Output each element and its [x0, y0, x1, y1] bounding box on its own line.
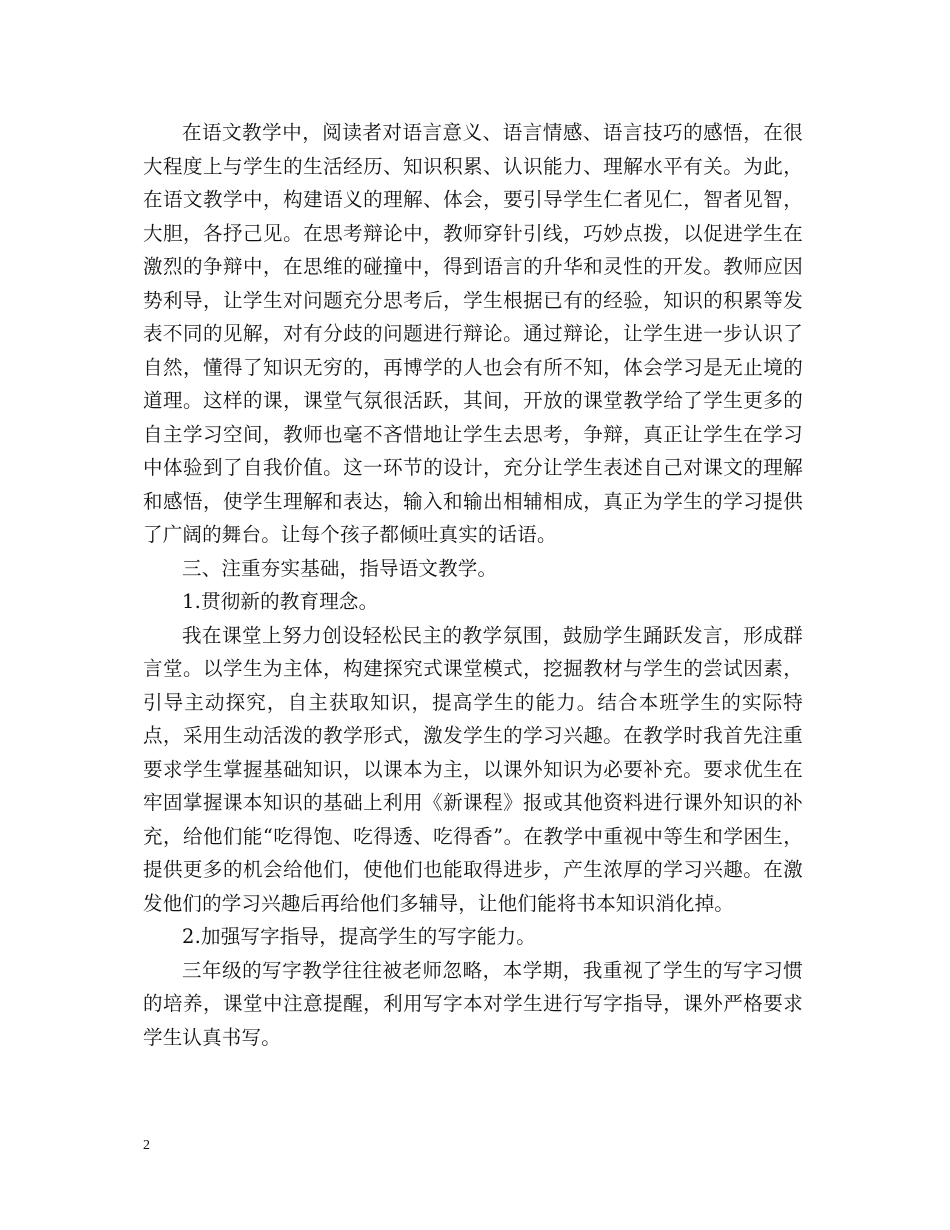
paragraph-classroom-practice: 我在课堂上努力创设轻松民主的教学氛围，鼓励学生踊跃发言，形成群言堂。以学生为主体，构建探究式课堂模式，挖掘教材与学生的尝试因素，引导主动探究，自主获取知识，提高学生的能力。结合本班学生的实际特点，采用生动活泼的教学形式，激发学生的学习兴趣。在教学时我首先注重要求学生掌握基础知识，以课本为主，以课外知识为必要补充。要求优生在牢固掌握课本知识的基础上利用《新课程》报或其他资料进行课外知识的补充，给他们能“吃得饱、吃得透、吃得香”。在教学中重视中等生和学困生，提供更多的机会给他们，使他们也能取得进步，产生浓厚的学习兴趣。在激发他们的学习兴趣后再给他们多辅导，让他们能将书本知识消化掉。	[143, 623, 803, 915]
subheading-education-concept: 1.贯彻新的教育理念。	[182, 590, 379, 613]
paragraph-reading-discussion: 在语文教学中，阅读者对语言意义、语言情感、语言技巧的感悟，在很大程度上与学生的生活经历、知识积累、认识能力、理解水平有关。为此，在语文教学中，构建语义的理解、体会，要引导学生仁者见仁，智者见智，大胆，各抒己见。在思考辩论中，教师穿针引线，巧妙点拨，以促进学生在激烈的争辩中，在思维的碰撞中，得到语言的升华和灵性的开发。教师应因势利导，让学生对问题充分思考后，学生根据已有的经验，知识的积累等发表不同的见解，对有分歧的问题进行辩论。通过辩论，让学生进一步认识了自然，懂得了知识无穷的，再博学的人也会有所不知，体会学习是无止境的道理。这样的课，课堂气氛很活跃，其间，开放的课堂教学给了学生更多的自主学习空间，教师也毫不吝惜地让学生去思考，争辩，真正让学生在学习中体验到了自我价值。这一环节的设计，充分让学生表述自己对课文的理解和感悟，使学生理解和表达，输入和输出相辅相成，真正为学生的学习提供了广阔的舞台。让每个孩子都倾吐真实的话语。	[143, 121, 803, 546]
subheading-writing-guidance: 2.加强写字指导，提高学生的写字能力。	[182, 925, 536, 948]
document-body	[143, 116, 803, 1054]
page-number: 2	[143, 1138, 150, 1153]
section-heading-foundation: 三、注重夯实基础，指导语文教学。	[182, 556, 498, 580]
paragraph-writing-practice: 三年级的写字教学往往被老师忽略，本学期，我重视了学生的写字习惯的培养，课堂中注意提醒，利用写字本对学生进行写字指导，课外严格要求学生认真书写。	[143, 958, 803, 1049]
